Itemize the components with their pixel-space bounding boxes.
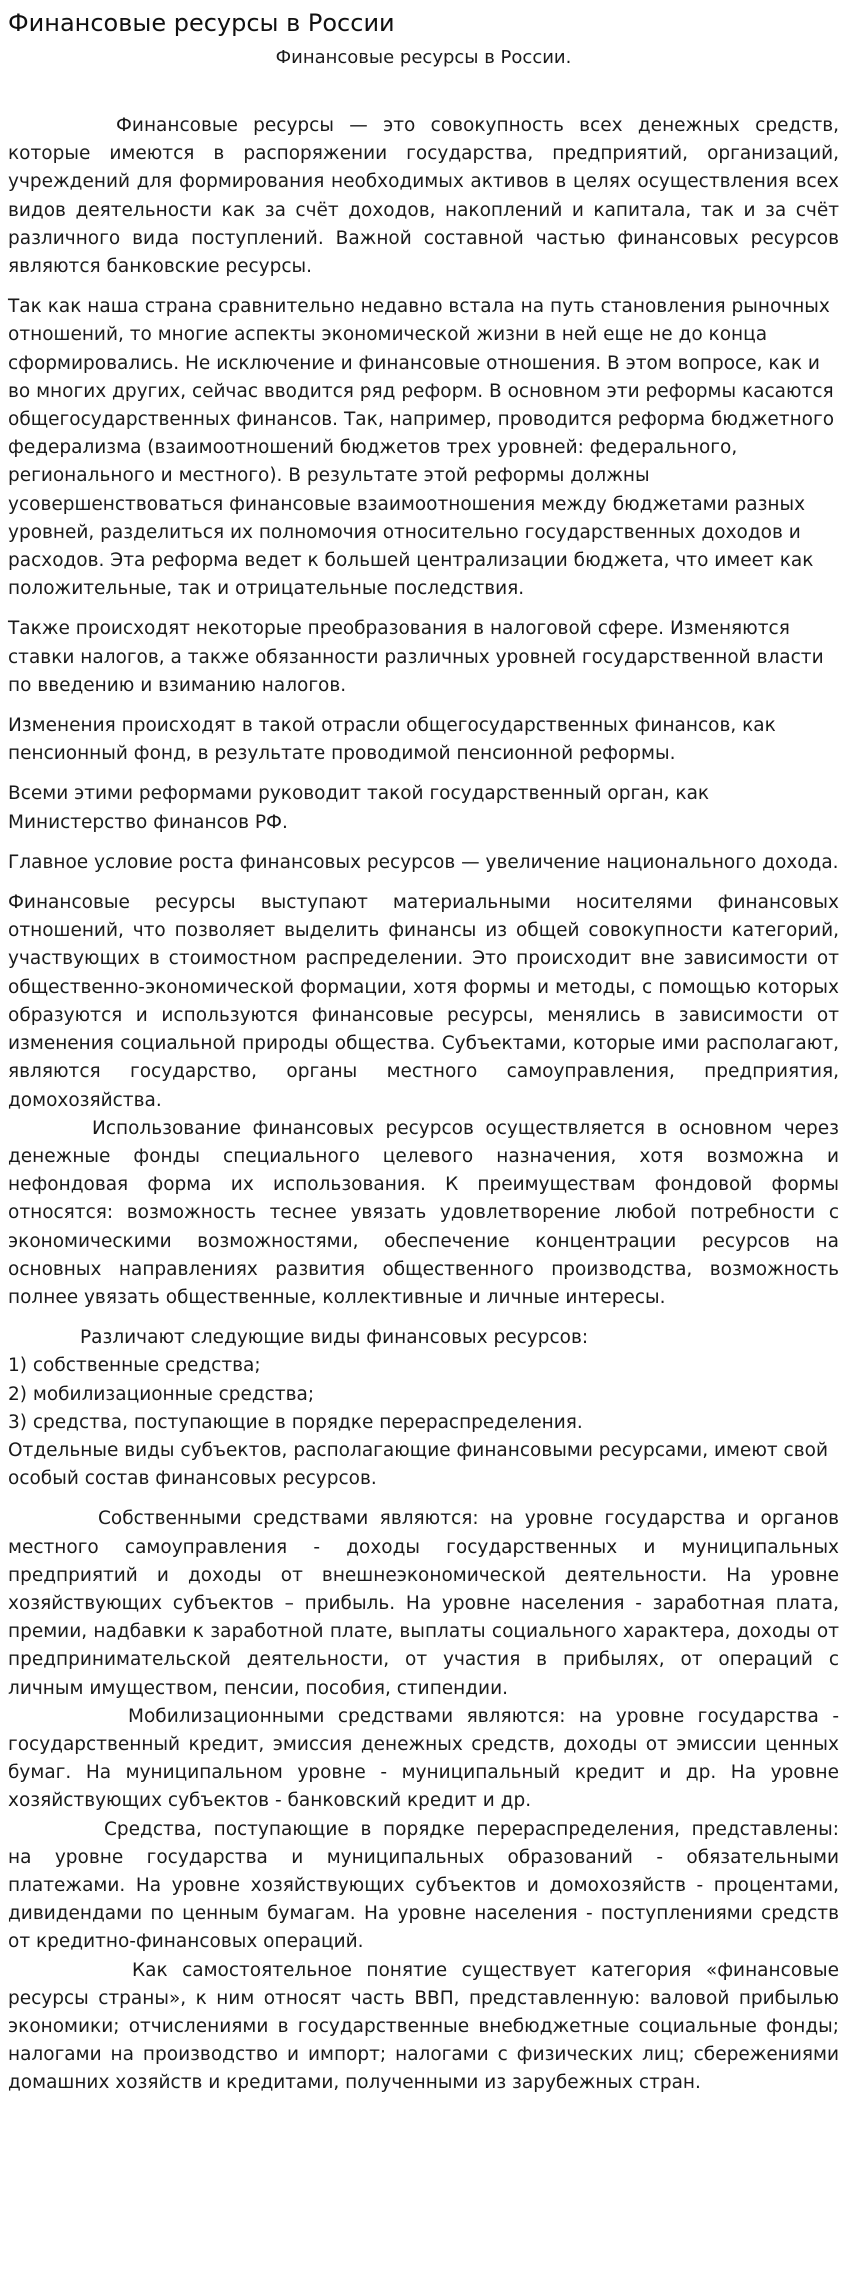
page-title: Финансовые ресурсы в России: [8, 9, 395, 37]
paragraph-material-carriers: Финансовые ресурсы выступают материальными носителями финансовых отношений, что позволяет выделить финансы из общей совокупности категорий, участвующих в стоимостном распределении. Это происходит вне зависимости от общественно-экономической формации, хотя формы и методы, с помощью которых образуются и используются финансовые ресурсы, менялись в зависимости от изменения социальной природы общества. Субъектами, которые ими располагают, являются государство, органы местного самоуправления, предприятия, домохозяйства.: [8, 892, 839, 1111]
list-item: 1) собственные средства;: [8, 1355, 261, 1377]
paragraph-own-funds: Собственными средствами являются: на уровне государства и органов местного самоуправления - доходы государственных и муниципальных предприятий и доходы от внешнеэкономической деятельности. На уровне хозяйствующих субъектов – прибыль. На уровне населения - заработная плата, премии, надбавки к заработной плате, выплаты социального характера, доходы от предпринимательской деятельности, от участия в прибылях, от операций с личным имуществом, пенсии, пособия, стипендии.: [8, 1508, 839, 1699]
types-intro: Различают следующие виды финансовых ресурсов:: [80, 1327, 589, 1349]
paragraph-mobilized-funds: Мобилизационными средствами являются: на уровне государства - государственный кредит, эмиссия денежных средств, доходы от эмиссии ценных бумаг. На муниципальном уровне - муниципальный кредит и др. На уровне хозяйствующих субъектов - банковский кредит и др.: [8, 1705, 839, 1812]
types-section: [8, 1324, 839, 1493]
paragraph-usage: Использование финансовых ресурсов осуществляется в основном через денежные фонды специального целевого назначения, хотя возможна и нефондовая форма их использования. К преимуществам фондовой формы относятся: возможность теснее увязать удовлетворение любой потребности с экономическими возможностями, обеспечение концентрации ресурсов на основных направлениях развития общественного производства, возможность полнее увязать общественные, коллективные и личные интересы.: [8, 1117, 839, 1308]
paragraph-country-resources: Как самостоятельное понятие существует категория «финансовые ресурсы страны», к ним относят часть ВВП, представленную: валовой прибылью экономики; отчислениями в государственные внебюджетные социальные фонды; налогами на производство и импорт; налогами с физических лиц; сбережениями домашних хозяйств и кредитами, полученными из зарубежных стран.: [8, 1959, 839, 2094]
paragraph-pension: Изменения происходят в такой отрасли общегосударственных финансов, как пенсионный фонд, в результате проводимой пенсионной реформы.: [8, 715, 776, 765]
paragraph-redistributed-funds: Средства, поступающие в порядке перераспределения, представлены: на уровне государства и муниципальных образований - обязательными платежами. На уровне хозяйствующих субъектов и домохозяйств - процентами, дивидендами по ценным бумагам. На уровне населения - поступлениями средств от кредитно-финансовых операций.: [8, 1818, 839, 1953]
list-item: 2) мобилизационные средства;: [8, 1383, 315, 1405]
types-outro: Отдельные виды субъектов, располагающие финансовыми ресурсами, имеют свой особый состав финансовых ресурсов.: [8, 1439, 828, 1490]
paragraph-tax: Также происходят некоторые преобразования в налоговой сфере. Изменяются ставки налогов, а также обязанности различных уровней государственной власти по введению и взиманию налогов.: [8, 618, 824, 696]
list-item: 3) средства, поступающие в порядке перераспределения.: [8, 1411, 583, 1433]
document-subtitle: Финансовые ресурсы в России.: [275, 47, 572, 68]
paragraph-reforms: Так как наша страна сравнительно недавно встала на путь становления рыночных отношений, то многие аспекты экономической жизни в ней еще не до конца сформировались. Не исключение и финансовые отношения. В этом вопросе, как и во многих других, сейчас вводится ряд реформ. В основном эти реформы касаются общегосударственных финансов. Так, например, проводится реформа бюджетного федерализма (взаимоотношений бюджетов трех уровней: федерального, регионального и местного). В результате этой реформы должны усовершенствоваться финансовые взаимоотношения между бюджетами разных уровней, разделиться их полномочия относительно государственных доходов и расходов. Эта реформа ведет к большей централизации бюджета, что имеет как положительные, так и отрицательные последствия.: [8, 296, 835, 600]
paragraph-growth: Главное условие роста финансовых ресурсов — увеличение национального дохода.: [8, 851, 839, 873]
paragraph-definition: Финансовые ресурсы — это совокупность всех денежных средств, которые имеются в распоряжении государства, предприятий, организаций, учреждений для формирования необходимых активов в целях осуществления всех видов деятельности как за счёт доходов, накоплений и капитала, так и за счёт различного вида поступлений. Важной составной частью финансовых ресурсов являются банковские ресурсы.: [8, 115, 839, 278]
paragraph-ministry: Всеми этими реформами руководит такой государственный орган, как Министерство финансов РФ.: [8, 783, 710, 833]
